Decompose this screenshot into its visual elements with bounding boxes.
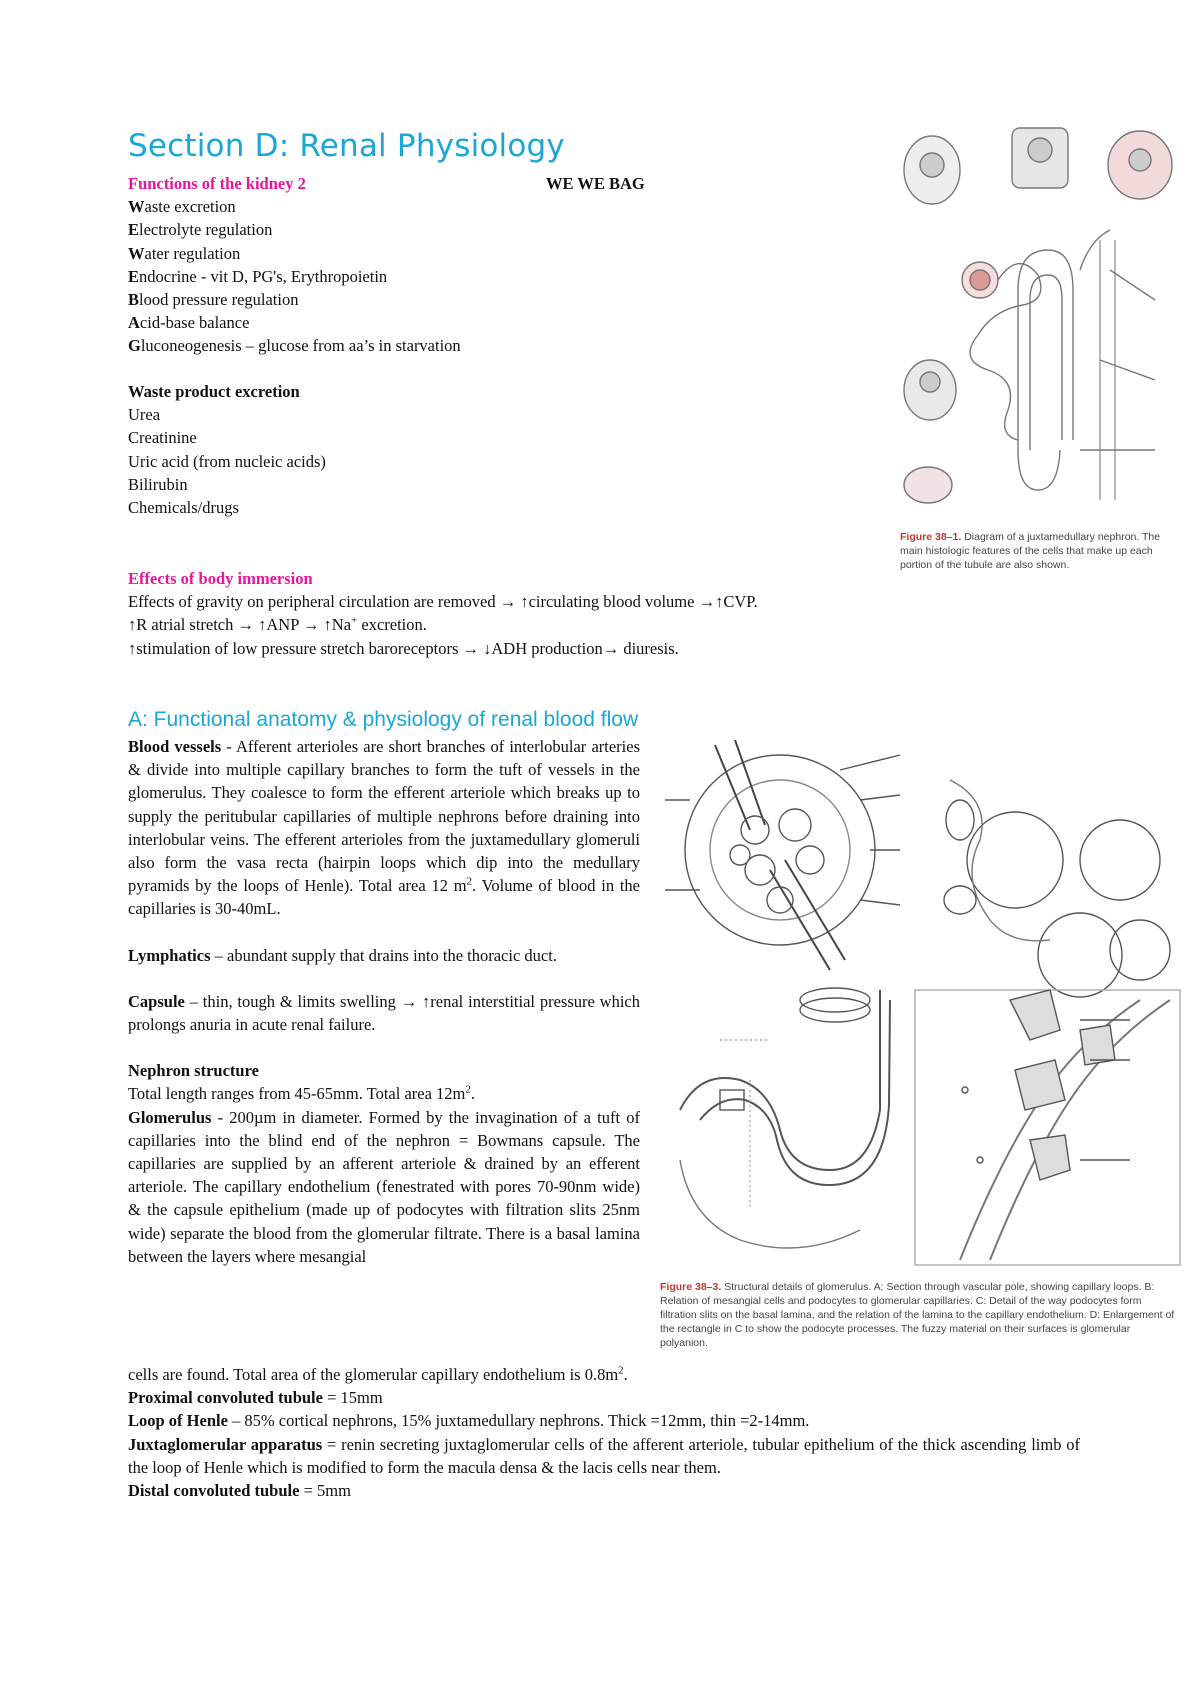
functions-block	[128, 172, 828, 358]
section-a-title: A: Functional anatomy & physiology of renal blood flow	[128, 708, 639, 731]
capsule-paragraph: Capsule – thin, tough & limits swelling → ↑renal interstitial pressure which prolongs anuria in acute renal failure.	[128, 991, 640, 1035]
nephron-caption: Figure 38–1. Diagram of a juxtamedullary nephron. The main histologic features of the cells that make up each portion of the tubule are also shown.	[900, 531, 1161, 571]
waste-item: Bilirubin	[128, 474, 188, 494]
functions-heading: Functions of the kidney 2	[128, 174, 306, 193]
immersion-line-3: ↑stimulation of low pressure stretch baroreceptors → ↓ADH production→ diuresis.	[128, 638, 679, 658]
nephron-heading: Nephron structure	[128, 1061, 259, 1081]
loop-line: Loop of Henle – 85% cortical nephrons, 15% juxtamedullary nephrons. Thick =12mm, thin =2-14mm.	[128, 1411, 810, 1431]
function-item: Gluconeogenesis – glucose from aa’s in starvation	[128, 336, 461, 356]
lymphatics-paragraph: Lymphatics – abundant supply that drains into the thoracic duct.	[128, 945, 557, 965]
waste-item: Uric acid (from nucleic acids)	[128, 451, 326, 471]
function-item: Electrolyte regulation	[128, 220, 273, 240]
glomerulus-diagram	[660, 740, 1185, 1280]
waste-heading: Waste product excretion	[128, 382, 300, 401]
waste-item: Urea	[128, 405, 161, 425]
glomerulus-caption: Figure 38–3. Structural details of glomerulus. A: Section through vascular pole, showing capillary loops. B: Relation of mesangial cells and podocytes to glomerular capillaries. C: Detail of the way podocytes form filtration slits on the basal lamina, and the relation of the lamina to the capillary endothelium. D: Enlargement of the rectangle in C to show the podocyte processes. The fuzzy material on their surfaces is glomerular polyanion.	[660, 1281, 1175, 1349]
function-item: Acid-base balance	[128, 313, 250, 333]
nephron-figure	[900, 120, 1180, 580]
function-item: Water regulation	[128, 243, 241, 263]
mnemonic: WE WE BAG	[546, 174, 645, 193]
nephron-length: Total length ranges from 45-65mm. Total area $12m^2$.	[128, 1083, 476, 1104]
section-a-full	[128, 1363, 1080, 1502]
section-a-column	[128, 735, 640, 1268]
waste-item: Chemicals/drugs	[128, 498, 239, 518]
glomerulus-paragraph: Glomerulus - 200µm in diameter. Formed by the invagination of a tuft of capillaries into the blind end of the nephron = Bowmans capsule. The capillaries are supplied by an afferent arteriole & drained by an efferent arteriole. The capillary endothelium (fenestrated with pores 70-90nm wide) & the capsule epithelium (made up of podocytes with filtration slits 25nm wide) separate the blood from the glomerular filtrate. There is a basal lamina between the layers where mesangial	[128, 1107, 640, 1266]
immersion-block	[128, 567, 1048, 660]
jga-paragraph: Juxtaglomerular apparatus = renin secreting juxtaglomerular cells of the afferent arteriole, tubular epithelium of the thick ascending limb of the loop of Henle which is modified to form the macula densa & the lacis cells near them.	[128, 1434, 1080, 1477]
immersion-heading: Effects of body immersion	[128, 569, 313, 588]
blood-vessels-paragraph: Blood vessels - Afferent arterioles are short branches of interlobular arteries & divide into multiple capillary branches to form the tuft of vessels in the glomerulus. They coalesce to form the efferent arteriole which breaks up to supply the peritubular capillaries of multiple nephrons before draining into interlobular veins. The efferent arterioles from the juxtamedullary glomeruli also form the vasa recta (hairpin loops which dip into the medullary pyramids by the loops of Henle). Total area 12 $m^2$. Volume of blood in the capillaries is 30-40mL.	[128, 737, 640, 919]
immersion-line-2: ↑R atrial stretch → ↑ANP → ↑Na+ excretion.	[128, 614, 427, 635]
pct-line: Proximal convoluted tubule = 15mm	[128, 1388, 383, 1408]
function-item: Blood pressure regulation	[128, 290, 299, 310]
function-item: Endocrine - vit D, PG's, Erythropoietin	[128, 266, 388, 286]
waste-list	[128, 403, 728, 519]
function-item: Waste excretion	[128, 197, 236, 217]
nephron-diagram	[900, 120, 1180, 530]
glomerulus-continuation: cells are found. Total area of the glomerular capillary endothelium is $0.8m^2$.	[128, 1364, 628, 1384]
glomerulus-figure	[660, 740, 1185, 1350]
dct-line: Distal convoluted tubule = 5mm	[128, 1481, 351, 1501]
immersion-line-1: Effects of gravity on peripheral circulation are removed → ↑circulating blood volume →↑CVP.	[128, 592, 758, 612]
waste-block	[128, 380, 728, 519]
functions-list	[128, 195, 828, 357]
waste-item: Creatinine	[128, 428, 197, 448]
section-title: Section D: Renal Physiology	[128, 128, 565, 164]
